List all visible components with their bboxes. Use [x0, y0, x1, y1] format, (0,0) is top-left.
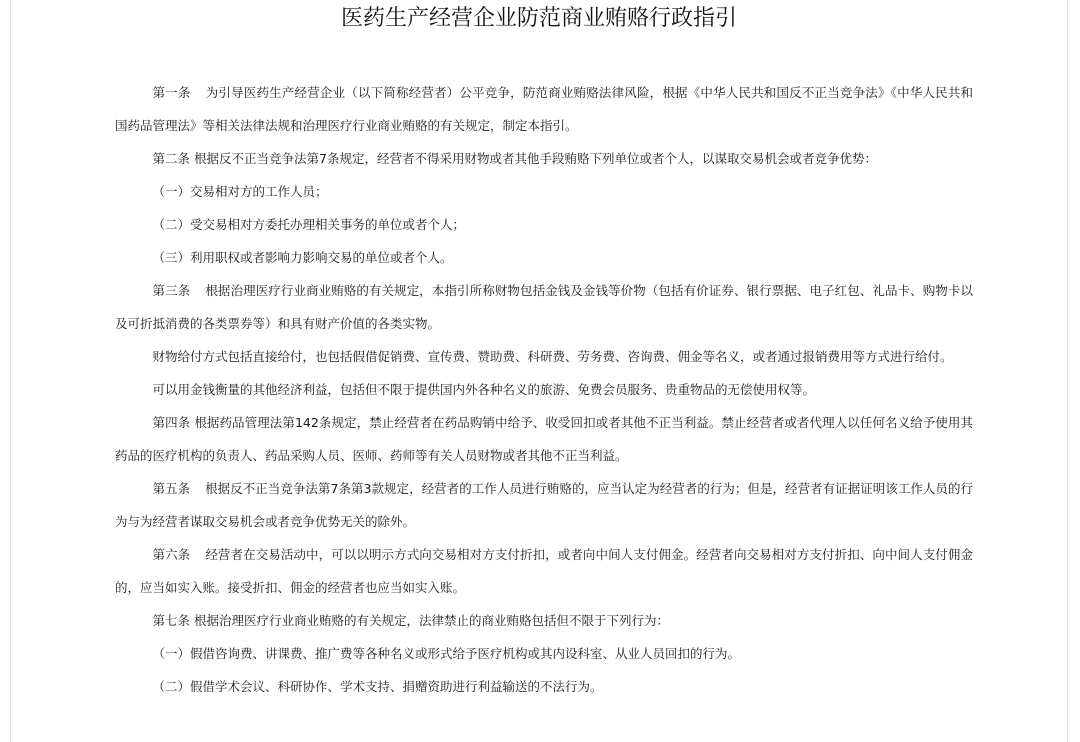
- article-text: 根据反不正当竞争法第7条规定，经营者不得采用财物或者其他手段贿赂下列单位或者个人，以谋取交易机会或者竞争优势：: [194, 151, 877, 166]
- article-label: 第六条: [152, 547, 191, 562]
- document-body: [115, 76, 973, 703]
- article-text: 根据反不正当竞争法第7条第3款规定，经营者的工作人员进行贿赂的，应当认定为经营者的行为；但是，经营者有证据证明该工作人员的行为与为经营者谋取交易机会或者竞争优势无关的除外。: [115, 481, 973, 529]
- list-item-text: （三）利用职权或者影响力影响交易的单位或者个人。: [152, 250, 453, 265]
- article-4: [115, 406, 973, 472]
- article-3: [115, 274, 973, 340]
- article-text: 为引导医药生产经营企业（以下简称经营者）公平竞争，防范商业贿赂法律风险，根据《中华人民共和国反不正当竞争法》《中华人民共和国药品管理法》等相关法律法规和治理医疗行业商业贿赂的有关规定，制定本指引。: [115, 85, 973, 133]
- article-5: [115, 472, 973, 538]
- article-1: [115, 76, 973, 142]
- list-item-text: （一）假借咨询费、讲课费、推广费等各种名义或形式给予医疗机构或其内设科室、从业人员回扣的行为。: [152, 646, 741, 661]
- article-2: [115, 142, 973, 175]
- article-text: 根据药品管理法第142条规定，禁止经营者在药品购销中给予、收受回扣或者其他不正当利益。禁止经营者或者代理人以任何名义给予使用其药品的医疗机构的负责人、药品采购人员、医师、药师等有关人员财物或者其他不正当利益。: [115, 415, 973, 463]
- article-label: 第五条: [152, 481, 191, 496]
- paragraph-text: 可以用金钱衡量的其他经济利益，包括但不限于提供国内外各种名义的旅游、免费会员服务、贵重物品的无偿使用权等。: [152, 382, 816, 397]
- list-item: [115, 637, 973, 670]
- article-text: 经营者在交易活动中，可以以明示方式向交易相对方支付折扣，或者向中间人支付佣金。经营者向交易相对方支付折扣、向中间人支付佣金的，应当如实入账。接受折扣、佣金的经营者也应当如实入账。: [115, 547, 973, 595]
- list-item: [115, 670, 973, 703]
- paragraph: [115, 340, 973, 373]
- document-title: 医药生产经营企业防范商业贿赂行政指引: [340, 6, 737, 31]
- article-7: [115, 604, 973, 637]
- article-text: 根据治理医疗行业商业贿赂的有关规定，本指引所称财物包括金钱及金钱等价物（包括有价证券、银行票据、电子红包、礼品卡、购物卡以及可折抵消费的各类票券等）和具有财产价值的各类实物。: [115, 283, 973, 331]
- document-page: [10, 0, 1068, 742]
- list-item: [115, 208, 973, 241]
- list-item-text: （一）交易相对方的工作人员；: [152, 184, 328, 199]
- article-label: 第四条: [152, 415, 191, 430]
- list-item-text: （二）假借学术会议、科研协作、学术支持、捐赠资助进行利益输送的不法行为。: [152, 679, 603, 694]
- article-label: 第七条: [152, 613, 191, 628]
- article-text: 根据治理医疗行业商业贿赂的有关规定，法律禁止的商业贿赂包括但不限于下列行为：: [194, 613, 670, 628]
- article-6: [115, 538, 973, 604]
- article-label: 第一条: [152, 85, 191, 100]
- list-item: [115, 241, 973, 274]
- paragraph-text: 财物给付方式包括直接给付，也包括假借促销费、宣传费、赞助费、科研费、劳务费、咨询费、佣金等名义，或者通过报销费用等方式进行给付。: [152, 349, 953, 364]
- list-item-text: （二）受交易相对方委托办理相关事务的单位或者个人；: [152, 217, 466, 232]
- list-item: [115, 175, 973, 208]
- paragraph: [115, 373, 973, 406]
- article-label: 第三条: [152, 283, 191, 298]
- article-label: 第二条: [152, 151, 191, 166]
